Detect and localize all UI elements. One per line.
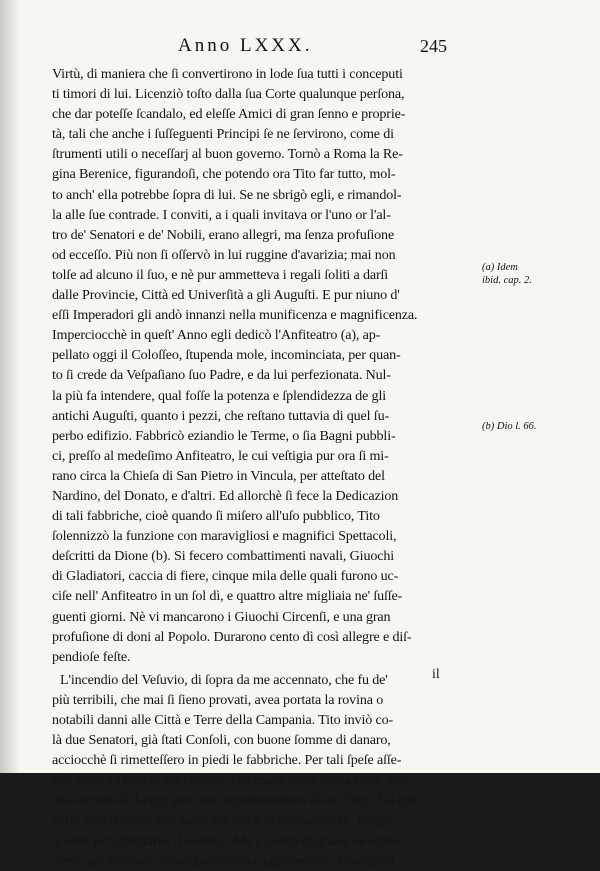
catchword: il xyxy=(432,667,440,682)
margin-note-b: (b) Dio l. 66. xyxy=(482,421,537,432)
text-line: to ſi crede da Veſpaſiano ſuo Padre, e da lui perfezionata. Nul- xyxy=(52,367,391,384)
text-line: profuſione di doni al Popolo. Durarono cento dì così allegre e diſ- xyxy=(52,628,412,645)
text-line: la più fa intendere, qual foſſe la potenza e ſplendidezza de gli xyxy=(52,387,386,404)
text-line: ti timori di lui. Licenziò toſto dalla ſua Corte qualunque perſona, xyxy=(52,86,405,103)
running-title: Anno LXXX. xyxy=(178,35,313,56)
text-line: antichi Auguſti, quanto i pezzi, che reſtano tuttavia di quel ſu- xyxy=(52,407,390,424)
text-line: ciſe nell' Anfiteatro in un ſol dì, e quattro altre migliaia ne' ſuſſe- xyxy=(52,588,403,605)
text-line: ci, preſſo al medeſimo Anfiteatro, le cui veſtigia pur ora ſi mi- xyxy=(52,447,389,464)
page-header xyxy=(0,35,600,65)
text-line: rano circa la Chieſa di San Pietro in Vincula, per atteſtato del xyxy=(52,467,385,484)
text-line: dalle Provincie, Città ed Univerſità a gli Auguſti. E pur niuno d' xyxy=(52,287,400,304)
text-line: che dar poteſſe ſcandalo, ed eleſſe Amici di gran ſenno e proprie- xyxy=(52,106,406,123)
text-line: acciocchè ſi rimetteſſero in piedi le fabbriche. Per tali ſpeſe aſſe- xyxy=(52,752,402,769)
text-line: notabili danni alle Città e Terre della Campania. Tito inviò co- xyxy=(52,712,394,728)
margin-note-a: (a) Idem xyxy=(482,262,518,273)
text-line: di Gladiatori, caccia di fiere, cinque mila delle quali furono uc- xyxy=(52,568,399,585)
text-line: ſtrumenti utili o neceſſarj al buon governo. Tornò a Roma la Re- xyxy=(52,146,403,163)
text-line: tolſe ad alcuno il ſuo, e nè pur ammetteva i regali ſoliti a darſi xyxy=(52,266,389,283)
text-line: ſteſſo colà ſi portò, non tanto per mirar la deſolazion de' luoghi, xyxy=(52,812,397,829)
margin-note-a-ref: ibid. cap. 2. xyxy=(482,275,532,286)
text-line: quanto per affrettarne il ſollievo. Ma a queſta diſgrazia ne tenne xyxy=(52,832,400,849)
text-line: deſcritti da Dione (b). Si fecero combattimenti navali, Giuochi xyxy=(52,548,394,565)
text-line: gnò ancora i beni di tutti coloro, che erano morti ſenza eredi, ben- xyxy=(52,772,413,789)
page-number: 245 xyxy=(420,36,447,56)
paragraph-first-line: L'incendio del Veſuvio, di ſopra da me accennato, che fu de' xyxy=(60,671,388,688)
text-line: chè ſecondo le Leggi que' beni appartreneſſero al ſuo Fiſco. Ed egli xyxy=(52,792,418,809)
text-line: gina Berenice, figurandoſi, che potendo ora Tito far tutto, mol- xyxy=(52,166,396,183)
text-line: pellato oggi il Coloſſeo, ſtupenda mole, incominciata, per quan- xyxy=(52,347,401,364)
body-text xyxy=(52,64,478,871)
text-line: eſſi Imperadori gli andò innanzi nella munificenza e magnificenza. xyxy=(52,307,418,324)
text-line: perbo edifizio. Fabbricò eziandio le Terme, o ſia Bagni pubbli- xyxy=(52,427,396,444)
text-line: tà, tali che anche i ſuſſeguenti Principi ſe ne ſervirono, come di xyxy=(52,126,394,143)
text-line: di tali fabbriche, cioè quando ſi miſero all'uſo pubblico, Tito xyxy=(52,508,380,525)
text-line: più terribili, che mai ſi ſieno provati, avea portata la rovina o xyxy=(52,691,384,708)
text-line: pendioſe feſte. xyxy=(52,648,131,665)
text-line: dietro un' altra non meno ſpaventoſa e lagrimevole. Attaccatoſi xyxy=(52,852,395,869)
text-line: guenti giorni. Nè vi mancarono i Giuochi Circenſi, e una gran xyxy=(52,608,391,625)
text-line: tro de' Senatori e de' Nobili, erano allegri, ma ſenza profuſione xyxy=(52,226,395,243)
text-line: Nardino, del Donato, e d'altri. Ed allorchè ſi fece la Dedicazion xyxy=(52,487,399,504)
text-line: ſolennizzò la funzione con maravigliosi e magnifici Spettacoli, xyxy=(52,528,397,545)
text-line: Virtù, di maniera che ſi convertirono in lode ſua tutti i conceputi xyxy=(52,66,403,82)
text-line: la alle ſue contrade. I conviti, a i quali invitava or l'uno or l'al- xyxy=(52,206,391,223)
text-line: to anch' ella potrebbe ſopra di lui. Se ne sbrigò egli, e rimandol- xyxy=(52,186,402,203)
text-line: Imperciocchè in queſt' Anno egli dedicò l'Anfiteatro (a), ap- xyxy=(52,327,381,344)
text-line: là due Senatori, già ſtati Conſoli, con buone ſomme di danaro, xyxy=(52,732,391,749)
text-line: od ecceſſo. Più non ſi oſſervò in lui ruggine d'avarizia; mai non xyxy=(52,246,396,263)
